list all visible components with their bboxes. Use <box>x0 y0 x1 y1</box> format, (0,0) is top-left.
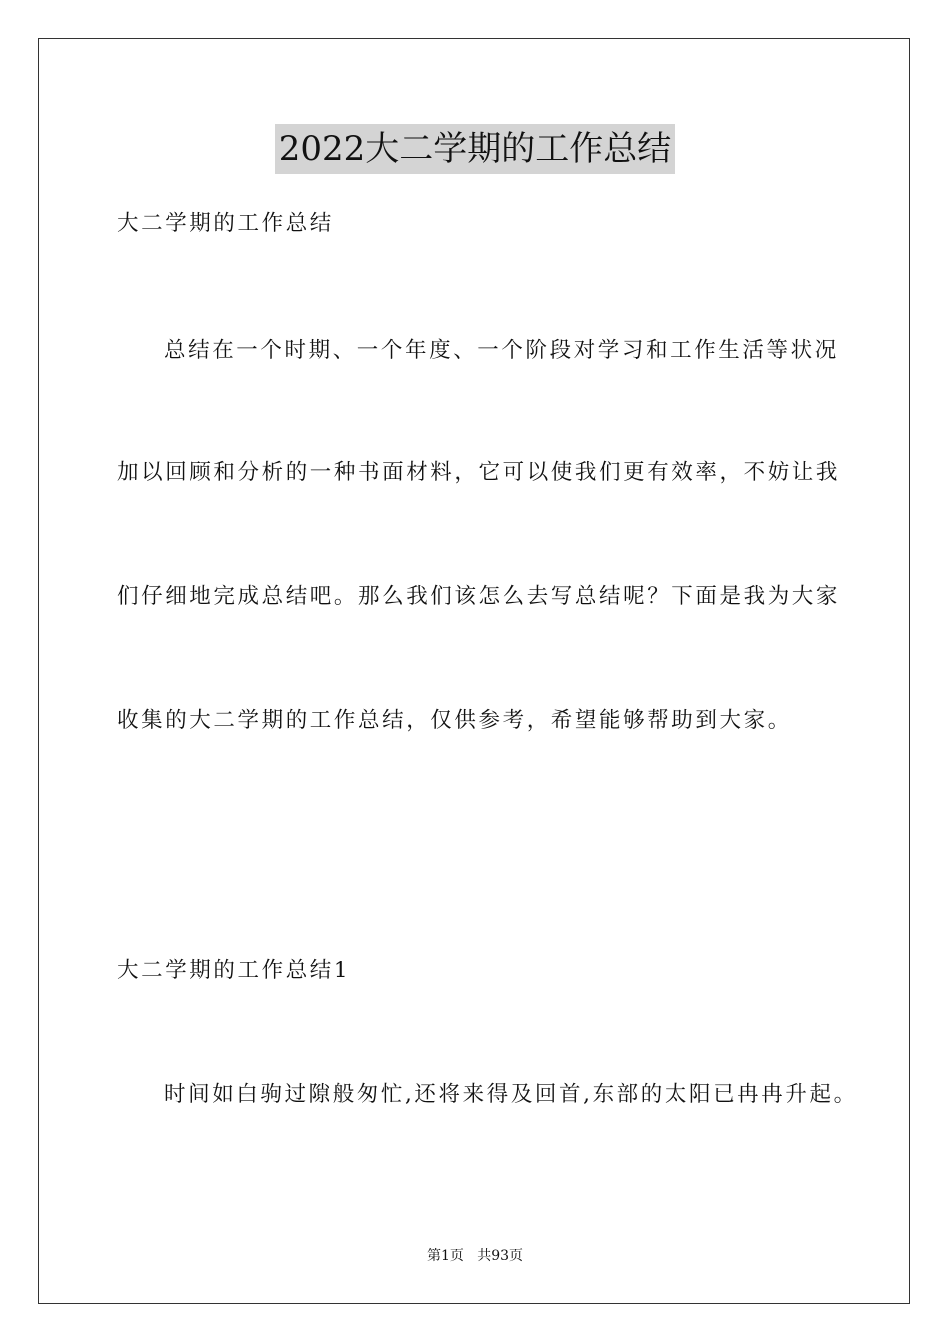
intro-line-1: 总结在一个时期、一个年度、一个阶段对学习和工作生活等状况 <box>164 338 839 363</box>
intro-line-4: 收集的大二学期的工作总结，仅供参考，希望能够帮助到大家。 <box>117 708 792 733</box>
section-heading: 大二学期的工作总结1 <box>117 958 351 983</box>
title-container <box>0 124 950 174</box>
intro-line-2: 加以回顾和分析的一种书面材料，它可以使我们更有效率，不妨让我 <box>117 460 841 485</box>
document-title: 2022大二学期的工作总结 <box>275 124 676 174</box>
intro-line-3: 们仔细地完成总结吧。那么我们该怎么去写总结呢？下面是我为大家 <box>117 584 841 609</box>
document-subtitle: 大二学期的工作总结 <box>117 211 334 236</box>
section-paragraph-line: 时间如白驹过隙般匆忙,还将来得及回首,东部的太阳已冉冉升起。 <box>164 1082 858 1107</box>
page-footer: 第1页 共93页 <box>426 1248 524 1264</box>
